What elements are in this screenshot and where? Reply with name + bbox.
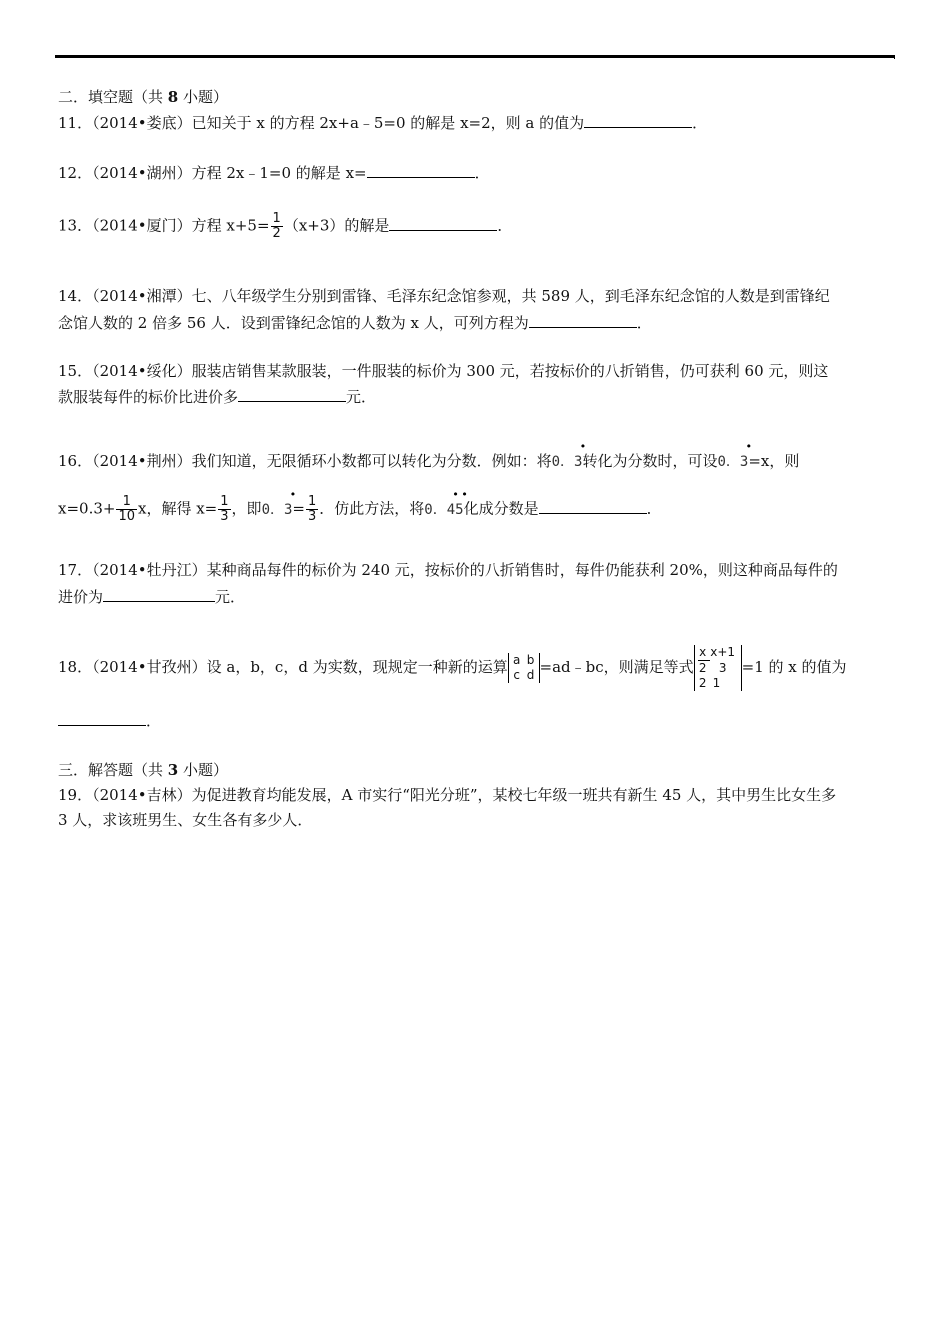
question-text: 3 人，求该班男生、女生各有多少人．	[58, 811, 313, 829]
section-title-post: 小题）	[178, 761, 228, 779]
fraction	[218, 495, 230, 524]
header-rule-tick	[894, 55, 895, 59]
question-text: 12．（2014•湖州）方程 2x﹣1=0 的解是 x=	[58, 164, 367, 182]
question-end: 元．	[346, 388, 377, 406]
section-question-count: 3	[167, 761, 179, 779]
question-15-line-2	[58, 387, 376, 406]
repeating-decimal	[551, 440, 587, 471]
question-18	[58, 644, 847, 691]
question-16-line-1	[58, 440, 800, 471]
question-text: x，解得 x=	[138, 499, 218, 518]
question-end: ．	[497, 216, 513, 235]
repeating-decimal-digits: 0．3	[717, 454, 749, 470]
matrix-entry: c	[513, 668, 520, 682]
determinant-definition	[508, 653, 540, 683]
answer-blank[interactable]	[539, 499, 647, 514]
answer-blank[interactable]	[529, 313, 637, 328]
fraction-numerator: 1	[220, 494, 229, 509]
question-end: ．	[692, 114, 708, 132]
repeat-dot-icon: •	[452, 487, 459, 501]
question-text: =x，则	[748, 452, 800, 470]
section-title-pre: 三．解答题（共	[58, 761, 168, 779]
matrix-entry: 2	[698, 676, 707, 690]
repeating-decimal-digits: 0．3	[551, 454, 583, 470]
question-end: ．	[636, 314, 652, 332]
fraction-numerator: 1	[308, 494, 317, 509]
matrix-entry: 1	[712, 676, 721, 690]
fraction-denominator: 2	[272, 226, 281, 241]
question-text: 19．（2014•吉林）为促进教育均能发展，A 市实行“阳光分班”，某校七年级一班共有新生 45 人，其中男生比女生多	[58, 786, 837, 804]
question-19-line-1	[58, 786, 836, 804]
question-17-line-2	[58, 587, 245, 606]
repeat-dot-icon: •	[745, 440, 753, 453]
section-question-count: 8	[167, 88, 179, 106]
fraction	[306, 495, 318, 524]
question-text: =ad﹣bc，则满足等式	[539, 658, 694, 676]
section-solve-title	[58, 761, 228, 779]
question-text: =1 的 x 的值为	[741, 658, 847, 676]
section-title-post: 小题）	[178, 88, 228, 106]
question-end: ．	[646, 499, 662, 518]
question-end: ．	[474, 164, 490, 182]
answer-blank[interactable]	[584, 113, 692, 128]
question-11	[58, 113, 707, 132]
question-end: 元．	[215, 588, 246, 606]
question-end: ．	[146, 712, 162, 730]
question-17-line-1	[58, 561, 838, 579]
answer-blank[interactable]	[103, 587, 215, 602]
fraction	[271, 212, 283, 241]
question-text: 化成分数是	[463, 499, 539, 518]
repeat-dot-icon: •	[579, 440, 587, 453]
repeating-decimal-digits: 0．45	[424, 501, 464, 518]
section-title-pre: 二．填空题（共	[58, 88, 168, 106]
repeating-decimal-digits: 0．3	[261, 501, 293, 518]
matrix-entry: a	[513, 653, 521, 667]
matrix-entry: x+1	[710, 645, 736, 659]
question-text: 11．（2014•娄底）已知关于 x 的方程 2x+a﹣5=0 的解是 x=2，则 a 的值为	[58, 114, 585, 132]
question-text: =	[292, 499, 305, 518]
fraction-denominator: 10	[118, 509, 135, 524]
question-text: ．仿此方法，将	[319, 499, 425, 518]
question-text: 15．（2014•绥化）服装店销售某款服装，一件服装的标价为 300 元，若按标价的八折销售，仍可获利 60 元，则这	[58, 362, 829, 380]
question-text: 进价为	[58, 588, 104, 606]
question-text: 16．（2014•荆州）我们知道，无限循环小数都可以转化为分数．例如：将	[58, 452, 552, 470]
question-14-line-2	[58, 313, 652, 332]
question-text: ，即	[231, 499, 262, 518]
matrix-entry: x	[699, 645, 707, 659]
fraction-numerator: 1	[272, 211, 281, 226]
question-12	[58, 163, 490, 182]
matrix-entry: 3	[718, 661, 727, 675]
matrix-entry: b	[526, 653, 535, 667]
question-text: x=0.3+	[58, 499, 116, 518]
question-13	[58, 212, 512, 241]
matrix-entry: d	[526, 668, 535, 682]
question-text: 款服装每件的标价比进价多	[58, 388, 239, 406]
fraction	[116, 495, 137, 524]
question-text-pre: 13．（2014•厦门）方程 x+5=	[58, 216, 270, 235]
fraction-denominator: 3	[308, 509, 317, 524]
question-text-post: （x+3）的解是	[283, 216, 390, 235]
fraction-numerator: 1	[116, 495, 137, 510]
repeating-decimal	[717, 440, 753, 471]
fraction-denominator: 3	[220, 509, 229, 524]
question-text: 14．（2014•湘潭）七、八年级学生分别到雷锋、毛泽东纪念馆参观，共 589 人，到毛泽东纪念馆的人数是到雷锋纪	[58, 287, 830, 305]
repeating-decimal	[261, 487, 297, 519]
determinant-equation	[694, 645, 742, 691]
answer-blank[interactable]	[238, 387, 346, 402]
question-text: 17．（2014•牡丹江）某种商品每件的标价为 240 元，按标价的八折销售时，每件仍能获利 20%，则这种商品每件的	[58, 561, 838, 579]
repeating-decimal	[424, 487, 468, 519]
question-15-line-1	[58, 362, 828, 380]
header-rule	[55, 55, 895, 58]
answer-blank[interactable]	[389, 216, 497, 231]
answer-blank[interactable]	[367, 163, 475, 178]
question-text: 转化为分数时，可设	[582, 452, 718, 470]
question-14-line-1	[58, 287, 830, 305]
answer-blank[interactable]	[58, 711, 146, 726]
question-18-answer-line	[58, 711, 161, 730]
repeat-dot-icon: •	[289, 487, 297, 501]
question-text: 18．（2014•甘孜州）设 a，b，c，d 为实数，现规定一种新的运算	[58, 658, 508, 676]
section-fill-in-title	[58, 88, 228, 106]
question-16-line-2	[58, 487, 662, 524]
question-19-line-2	[58, 811, 312, 829]
repeat-dot-icon: •	[461, 487, 468, 501]
matrix-entry: 2	[698, 661, 707, 675]
question-text: 念馆人数的 2 倍多 56 人．设到雷锋纪念馆的人数为 x 人，可列方程为	[58, 314, 529, 332]
